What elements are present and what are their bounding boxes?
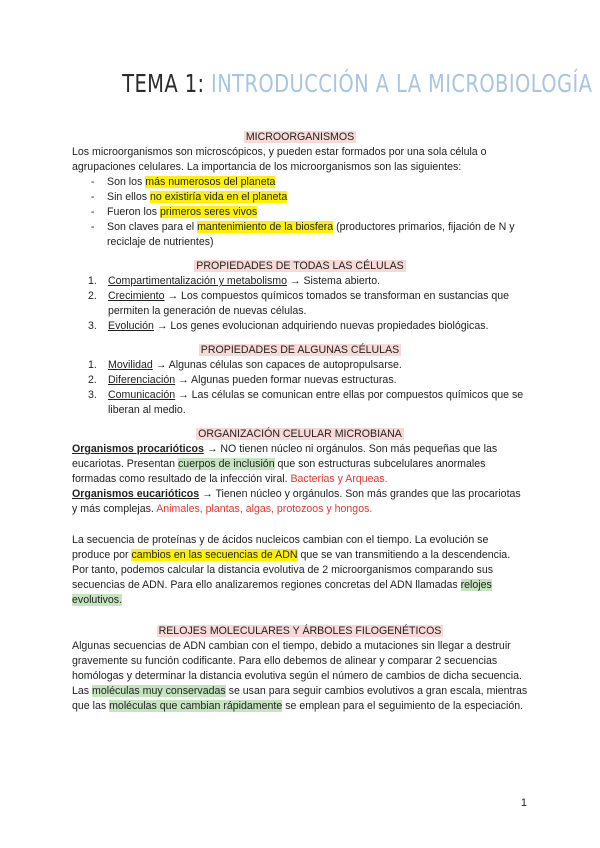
page-number: 1 (520, 797, 527, 809)
relojes-paragraph-1: Algunas secuencias de ADN cambian con el tiempo, debido a mutaciones sin llegar a destruir gravemente su función codificante. Para ello debemos de alinear y comparar 2 secuencias homólogas y determinar la distancia evolutiva según el número de cambios de dicha secuencia. (72, 640, 522, 682)
list-item: 2. Crecimiento → Los compuestos químicos tomados se transforman en sustancias que permiten la generación de nuevas células. (88, 290, 509, 317)
title-lead: TEMA 1: (122, 69, 205, 98)
list-item: 3. Evolución → Los genes evolucionan adquiriendo nuevas propiedades biológicas. (88, 320, 489, 332)
section-heading-propiedades-algunas: PROPIEDADES DE ALGUNAS CÉLULAS (200, 344, 400, 356)
list-item: 3. Comunicación → Las células se comunican entre ellas por compuestos químicos que se liberan al medio. (88, 389, 524, 416)
list-item: 2. Diferenciación → Algunas pueden formar nuevas estructuras. (88, 374, 397, 386)
page-title (122, 69, 593, 98)
procariotas-paragraph: Organismos procarióticos → NO tienen núcleo ni orgánulos. Son más pequeñas que las eucariotas. Presentan cuerpos de inclusión que son estructuras subcelulares anormales formadas como resultado de la infección viral. Bacterias y Arqueas. (72, 443, 498, 485)
list-item: - Son los más numerosos del planeta (72, 175, 528, 190)
relojes-paragraph-2: Las moléculas muy conservadas se usan para seguir cambios evolutivos a gran escala, mientras que las moléculas que cambian rápidamente se emplean para el seguimiento de la especiación. (72, 685, 528, 712)
intro-paragraph: Los microorganismos son microscópicos, y pueden estar formados por una sola célula o agrupaciones celulares. La importancia de los microorganismos son las siguientes: (72, 146, 487, 173)
list-item: - Fueron los primeros seres vivos (72, 205, 528, 220)
list-item: 1. Compartimentalización y metabolismo → Sistema abierto. (88, 275, 381, 287)
section-heading-organizacion: ORGANIZACIÓN CELULAR MICROBIANA (198, 428, 402, 440)
list-item: - Sin ellos no existiría vida en el planeta (72, 190, 528, 205)
propiedades-algunas-list (72, 358, 528, 418)
section-heading-propiedades-todas: PROPIEDADES DE TODAS LAS CÉLULAS (196, 260, 404, 272)
propiedades-todas-list (72, 274, 528, 334)
eucariotas-paragraph: Organismos eucarióticos → Tienen núcleo y orgánulos. Son más grandes que las procariotas y más complejas. Animales, plantas, algas, protozoos y hongos. (72, 488, 521, 515)
title-rest: INTRODUCCIÓN A LA MICROBIOLOGÍA (211, 69, 593, 98)
section-heading-relojes: RELOJES MOLECULARES Y ÁRBOLES FILOGENÉTICOS (158, 625, 442, 637)
list-item: - Son claves para el mantenimiento de la biosfera (productores primarios, fijación de N y reciclaje de nutrientes) (72, 220, 528, 250)
importance-list (72, 175, 528, 250)
content (72, 130, 528, 714)
secuencia-paragraph: La secuencia de proteínas y de ácidos nucleicos cambian con el tiempo. La evolución se produce por cambios en las secuencias de ADN que se van transmitiendo a la descendencia. Por tanto, podemos calcular la distancia evolutiva de 2 microorganismos comparando sus secuencias de ADN. Para ello analizaremos regiones concretas del ADN llamadas relojes evolutivos. (72, 534, 511, 606)
section-heading-microorganismos: MICROORGANISMOS (245, 131, 355, 143)
list-item: 1. Movilidad → Algunas células son capaces de autopropulsarse. (88, 359, 402, 371)
